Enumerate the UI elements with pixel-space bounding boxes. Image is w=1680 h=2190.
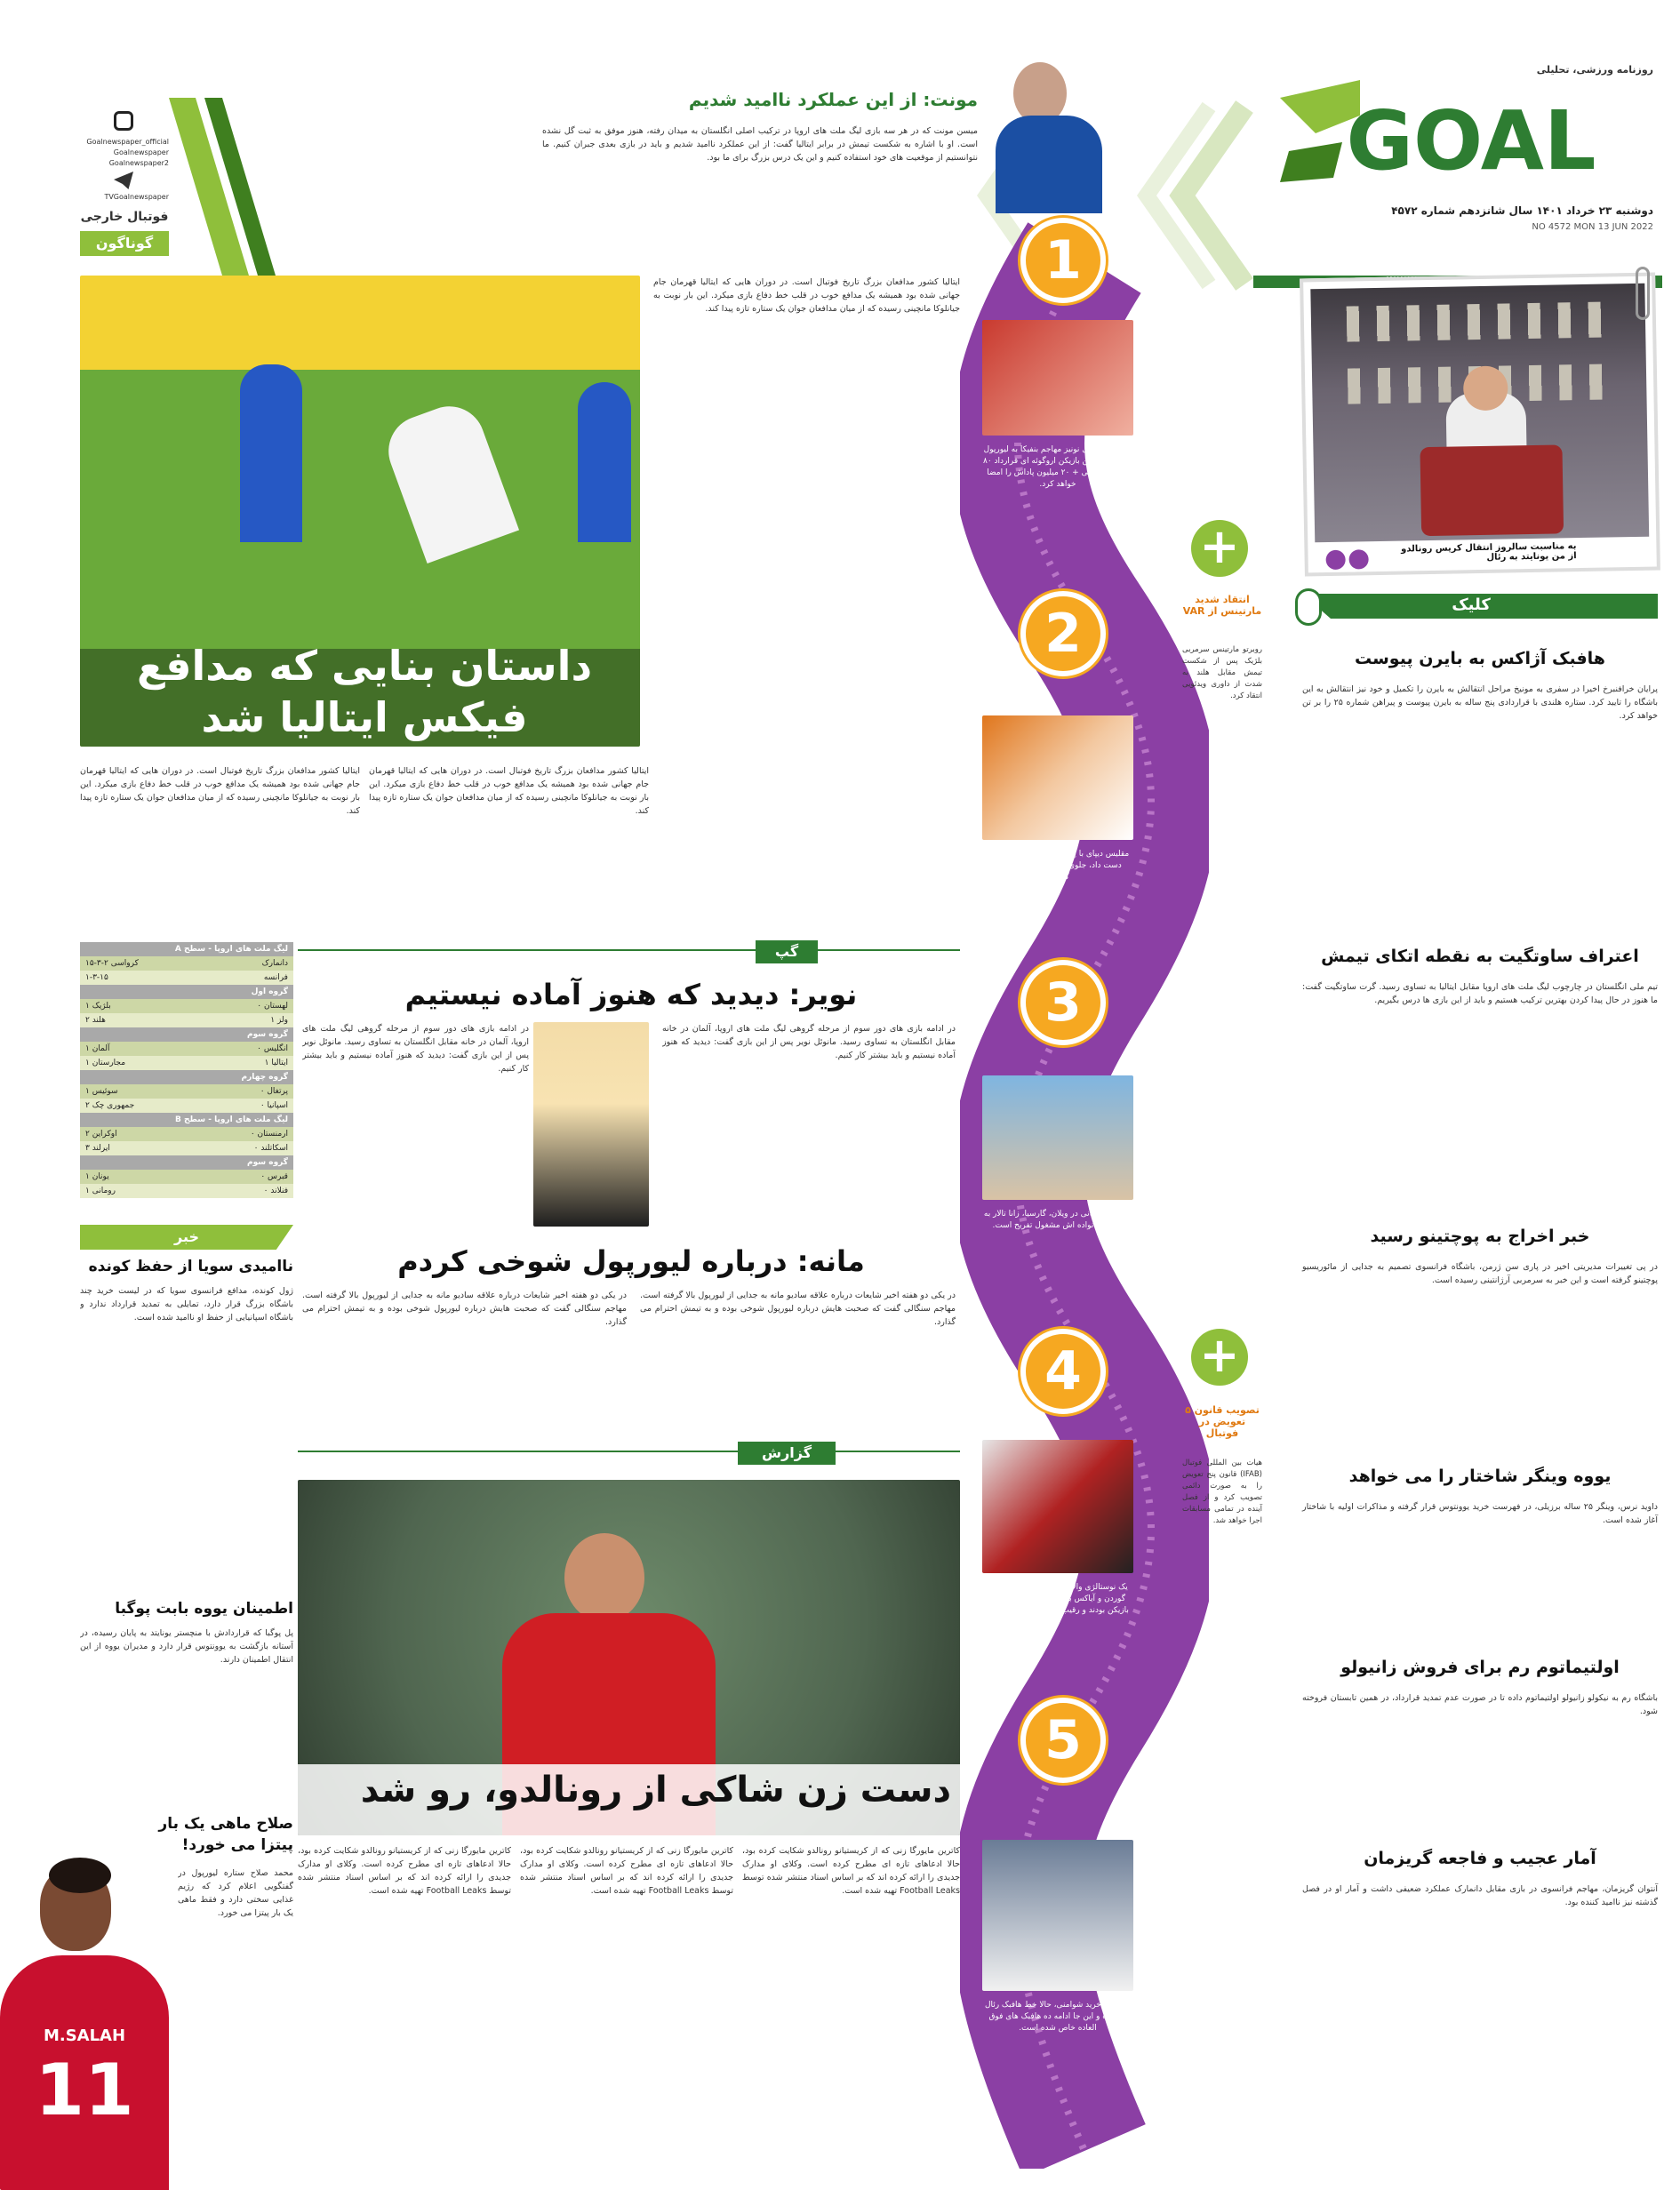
table-row: [80, 1013, 293, 1027]
mane-body: در یکی دو هفته اخیر شایعات درباره علاقه سادیو مانه به جدایی از لیورپول بالا گرفته است. مهاجم سنگالی گفت که صحبت هایش درباره لیورپول شوخی بوده و به تیمش احترام می گذارد.: [640, 1291, 956, 1327]
timeline-caption: سرانجام انتقال نونیز مهاجم بنفیکا به لیورپول نهایی شد و این بازیکن اروگوئه ای قرارداد ۸۰ میلیون یورویی + ۲۰ میلیون پاداش را امضا خواهد کرد.: [983, 445, 1132, 489]
mane-headline: مانه: درباره لیورپول شوخی کردم: [397, 1244, 865, 1278]
kolik-header: [1302, 594, 1658, 620]
table-cell: فنلاند ۰: [263, 1187, 288, 1195]
kolik-item-body: آنتوان گریزمان، مهاجم فرانسوی در بازی مقابل دانمارک عملکرد ضعیفی داشت و آمار او در فصل گذشته نیز ناامید کننده بود.: [1302, 1884, 1658, 1907]
timeline-caption: پس از قهرمانی در ویلان، گارسیا، زانا تالار به همراه خانواده اش مشغول تفریح است.: [983, 1210, 1132, 1230]
table-cell: اوکراین ۲: [85, 1130, 117, 1139]
ronaldo-body-2: کاترین مایورگا زنی که از کریستیانو رونالدو شکایت کرده بود، حالا ادعاهای تازه ای مطرح کرده است. وکلای او مدارک جدیدی را ارائه کرده اند که بر اساس اسناد منتشر شده توسط Football Leaks تهیه شده است.: [520, 1846, 733, 1896]
table-row: [80, 985, 293, 999]
table-row: [80, 1155, 293, 1170]
table-cell: گروه چهارم: [241, 1073, 288, 1082]
table-row: [80, 1127, 293, 1141]
side-note-title: انتقاد شدید مارتینس از VAR: [1182, 594, 1262, 617]
issue-number: NO 4572 MON 13 JUN 2022: [1532, 222, 1653, 232]
section-label-misc-text: گوناگون: [95, 235, 154, 252]
news-item-title: ناامیدی سویا از حفظ کونده: [88, 1258, 293, 1275]
timeline-caption: یک نوستالژی والانی از زمانی که مالدینی و گوردن و آیاکس با اعتنا، حالا رابطه رئیس بازیکن بودند و رقیب یکدیگر در زمین بودند.: [987, 1583, 1129, 1615]
table-cell: ۱-۳-۱۵: [85, 973, 108, 982]
section-label-foreign: فوتبال خارجی: [80, 210, 169, 224]
mouse-icon: [1295, 588, 1322, 626]
kolik-item-title: آمار عجیب و فاجعه گریزمان: [1364, 1849, 1596, 1868]
side-note-body: هیات بین المللی فوتبال (IFAB) قانون پنج تعویض را به صورت دائمی تصویب کرد و از فصل آینده در تمامی مسابقات اجرا خواهد شد.: [1182, 1459, 1262, 1525]
table-cell: ایرلند ۳: [85, 1144, 110, 1153]
social-handle-2: Goalnewspaper: [113, 148, 169, 156]
kolik-item-body: باشگاه رم به نیکولو زانیولو اولتیماتوم داده تا در صورت عدم تمدید قرارداد، در همین تابستان فروخته شود.: [1302, 1693, 1658, 1716]
table-cell: پرتغال ۰: [260, 1087, 288, 1096]
neuer-photo: [533, 1022, 649, 1227]
news-header: [80, 1225, 293, 1250]
masthead-slogan: روزنامه ورزشی، تحلیلی: [1536, 64, 1653, 76]
timeline-photo: [982, 1440, 1133, 1573]
table-cell: دانمارک: [261, 959, 288, 968]
ronaldo-headline: دست زن شاکی از رونالدو، رو شد: [360, 1770, 951, 1810]
paperclip-icon: [1636, 267, 1650, 320]
date-line: دوشنبه ۲۳ خرداد ۱۴۰۱ سال شانزدهم شماره ۴۵۷۲: [1391, 204, 1653, 217]
table-cell: آلمان ۱: [85, 1044, 110, 1053]
cartoon-frame: [1300, 273, 1660, 577]
ronaldo-body: کاترین مایورگا زنی که از کریستیانو رونالدو شکایت کرده بود، حالا ادعاهای تازه ای مطرح کرده است. وکلای او مدارک جدیدی را ارائه کرده اند که بر اساس اسناد منتشر شده توسط Football Leaks تهیه شده است.: [742, 1846, 960, 1896]
goal-logo: [1253, 80, 1662, 196]
table-row: [80, 999, 293, 1013]
news-item-title: صلاح ماهی یک بار پیتزا می خورد!: [158, 1815, 293, 1854]
table-cell: قبرس ۰: [260, 1172, 288, 1181]
table-cell: رومانی ۱: [85, 1187, 116, 1195]
table-row: [80, 942, 293, 956]
table-cell: ارمنستان ۰: [250, 1130, 288, 1139]
news-item-body: ژول کونده، مدافع فرانسوی سویا که در لیست خرید چند باشگاه بزرگ قرار دارد، تمایلی به تمدید قرارداد ندارد و باشگاه اسپانیایی از حفظ او ناامید شده است.: [80, 1286, 293, 1323]
table-cell: گروه سوم: [247, 1030, 288, 1039]
kolik-item-body: داوید نرس، وینگر ۲۵ ساله برزیلی، در فهرست خرید یوونتوس قرار گرفته و مذاکرات اولیه با شاختار آغاز شده است.: [1302, 1502, 1658, 1525]
table-row: [80, 1056, 293, 1070]
news-label: خبر: [173, 1228, 199, 1245]
salah-photo: [0, 1849, 187, 2190]
social-handle-3: Goalnewspaper2: [108, 159, 169, 167]
table-cell: فرانسه: [263, 973, 288, 982]
side-note-body: روبرتو مارتینس سرمربی بلژیک پس از شکست تیمش مقابل هلند به شدت از داوری ویدئویی انتقاد کرد.: [1182, 645, 1262, 700]
mount-player-photo: [987, 53, 1111, 213]
ronaldo-rule: [298, 1451, 960, 1452]
table-row: [80, 971, 293, 985]
mount-body: میسن مونت که در هر سه بازی لیگ ملت های اروپا در ترکیب اصلی انگلستان به میدان رفته، هنوز موفق به ثبت گل نشده است. او با اشاره به شکست تیمش در برابر ایتالیا گفت: از این عملکرد ناامید شدیم و باید در بازی بعدی جبران کنیم. ما نتوانستیم از موقعیت های خود استفاده کنیم و این یک درس بزرگ برای ما بود.: [542, 126, 978, 163]
table-cell: انگلیس ۰: [257, 1044, 288, 1053]
section-label-misc: [80, 231, 169, 256]
ronaldo-body-3: کاترین مایورگا زنی که از کریستیانو رونالدو شکایت کرده بود، حالا ادعاهای تازه ای مطرح کرده است. وکلای او مدارک جدیدی را ارائه کرده اند که بر اساس اسناد منتشر شده توسط Football Leaks تهیه شده است.: [298, 1846, 511, 1896]
table-cell: هلند ۲: [85, 1016, 106, 1025]
kolik-item-body: پرایان خرافنبرخ اخیرا در سفری به مونیخ مراحل انتقالش به بایرن را تکمیل و خود نیز انتقالش به این باشگاه را تایید کرد. ستاره هلندی با قراردادی پنج ساله به بایرن پیوست و پیراهن شماره ۲۵ را بر تن خواهد کرد.: [1302, 684, 1658, 721]
table-row: [80, 1027, 293, 1042]
results-table: [80, 942, 293, 1209]
timeline-number: 4: [1020, 1329, 1106, 1414]
social-handle-4: TVGoalnewspaper: [104, 193, 169, 201]
table-cell: سوئیس ۱: [85, 1087, 118, 1096]
timeline-caption: مقلیس دیپای با پنالتی که در دقایق پایانی از دست داد، جلوی پیروز هلند بر بلژیک را گرفت.: [986, 850, 1130, 882]
kolik-item-title: اعتراف ساوتگیت به نقطه اتکای تیمش: [1321, 947, 1639, 966]
table-row: [80, 1084, 293, 1099]
kolik-item-body: در پی تغییرات مدیریتی اخیر در پاری سن ژرمن، باشگاه فرانسوی تصمیم به جدایی از مائوریسیو پوچتینو گرفته است و این خبر به سرمربی آرژانتینی رسیده است.: [1302, 1262, 1658, 1285]
timeline-photo: [982, 715, 1133, 840]
kolik-list: [1302, 640, 1658, 2178]
masthead: [1253, 53, 1662, 284]
table-cell: مجارستان ۱: [85, 1059, 126, 1067]
social-handle-1: Goalnewspaper_official: [86, 138, 169, 146]
table-row: [80, 1099, 293, 1113]
table-cell: بلژیک ۱: [85, 1002, 111, 1011]
news-item-body: محمد صلاح ستاره لیورپول در گفتگویی اعلام کرد که رژیم غذایی سختی دارد و فقط ماهی یک بار پیتزا می خورد.: [178, 1868, 293, 1918]
kolik-item-title: خبر اخراج به پوچتینو رسید: [1370, 1227, 1590, 1246]
italy-match-photo: [80, 276, 640, 747]
table-row: [80, 1141, 293, 1155]
plus-icon: +: [1191, 520, 1248, 577]
sad-face-icon-2: [1348, 549, 1368, 569]
side-note-title: تصویب قانون ۵ تعویض در فوتبال: [1185, 1404, 1260, 1439]
kolik-item-body: تیم ملی انگلستان در چارچوب لیگ ملت های اروپا مقابل ایتالیا به تساوی رسید. گرت ساوتگیت گفت: ما هنوز در حال پیدا کردن بهترین ترکیب هستیم و باید از این بازی ها درس بگیریم.: [1302, 982, 1658, 1005]
italy-body-col2: ایتالیا کشور مدافعان بزرگ تاریخ فوتبال است. در دوران هایی که ایتالیا قهرمان جام جهانی شده بود همیشه یک مدافع خوب در قلب خط دفاع بازی میکرد. این بار نوبت به جیانلوکا مانچینی رسیده که از میان مدافعان جوان یک ستاره تازه پیدا کند.: [80, 766, 360, 816]
telegram-icon[interactable]: [114, 172, 133, 189]
timeline-photo: [982, 1075, 1133, 1200]
neuer-body: در ادامه بازی های دور سوم از مرحله گروهی لیگ ملت های اروپا، آلمان در خانه مقابل انگلستان به تساوی رسید. مانوئل نویر پس از این بازی گفت: دیدید که هنوز آماده نیستیم و باید بیشتر کار کنیم.: [662, 1024, 956, 1060]
table-cell: گروه سوم: [247, 1158, 288, 1167]
table-row: [80, 956, 293, 971]
italy-body-col1: ایتالیا کشور مدافعان بزرگ تاریخ فوتبال است. در دوران هایی که ایتالیا قهرمان جام جهانی شده بود همیشه یک مدافع خوب در قلب خط دفاع بازی میکرد. این بار نوبت به جیانلوکا مانچینی رسیده که از میان مدافعان جوان یک ستاره تازه پیدا کند.: [653, 277, 960, 314]
italy-headline: داستان بنایی که مدافع فیکس ایتالیا شد: [136, 642, 593, 741]
neuer-tag: گپ: [756, 940, 818, 963]
timeline-caption: با تکمیل خرید شوامنی، حالا خط هافبک رئال پر شده و این جا ادامه ده هافبک های فوق العاده خاص شده است.: [984, 2001, 1132, 2033]
table-cell: اسکاتلند ۰: [253, 1144, 288, 1153]
table-cell: اسپانیا ۰: [260, 1101, 288, 1110]
kolik-item-title: هافبک آژاکس به بایرن پیوست: [1355, 649, 1605, 668]
timeline-number: 5: [1020, 1698, 1106, 1783]
timeline-number: 3: [1020, 960, 1106, 1045]
sad-face-icon: [1325, 550, 1345, 570]
goal-logo-text: GOAL: [1346, 93, 1596, 188]
table-cell: لیگ ملت های اروپا - سطح A: [174, 945, 288, 954]
mane-body-2: در یکی دو هفته اخیر شایعات درباره علاقه سادیو مانه به جدایی از لیورپول بالا گرفته است. مهاجم سنگالی گفت که صحبت هایش درباره لیورپول شوخی بوده و به تیمش احترام می گذارد.: [302, 1291, 627, 1327]
timeline-photo: [982, 320, 1133, 436]
table-cell: ولز ۱: [270, 1016, 288, 1025]
timeline-number: 1: [1020, 218, 1106, 303]
table-row: [80, 1184, 293, 1198]
table-row: [80, 1070, 293, 1084]
ronaldo-photo: [298, 1480, 960, 1835]
instagram-icon[interactable]: [114, 111, 133, 131]
green-stripes-decoration: [169, 98, 276, 276]
news-item-title: اطمینان یووه بابت پوگبا: [115, 1600, 293, 1618]
table-row: [80, 1042, 293, 1056]
mount-headline: مونت: از این عملکرد ناامید شدیم: [688, 89, 978, 110]
table-cell: لهستان ۰: [257, 1002, 288, 1011]
plus-icon: +: [1191, 1329, 1248, 1386]
table-cell: گروه اول: [251, 987, 288, 996]
neuer-body-2: در ادامه بازی های دور سوم از مرحله گروهی لیگ ملت های اروپا، آلمان در خانه مقابل انگلستان به تساوی رسید. مانوئل نویر پس از این بازی گفت: دیدید که هنوز آماده نیستیم و باید بیشتر کار کنیم.: [302, 1024, 529, 1074]
neuer-headline: نویر: دیدید که هنوز آماده نیستیم: [404, 978, 858, 1011]
kolik-label: کلیک: [1452, 595, 1491, 614]
neuer-rule: [298, 949, 960, 951]
cartoon-caption: به مناسبت سالروز انتقال کریس رونالدو از من یونایتد به رئال: [1401, 541, 1577, 563]
cartoon-image: [1310, 284, 1649, 543]
italy-body-col3: ایتالیا کشور مدافعان بزرگ تاریخ فوتبال است. در دوران هایی که ایتالیا قهرمان جام جهانی شده بود همیشه یک مدافع خوب در قلب خط دفاع بازی میکرد. این بار نوبت به جیانلوکا مانچینی رسیده که از میان مدافعان جوان یک ستاره تازه پیدا کند.: [369, 766, 649, 816]
salah-shirt-number: 11: [35, 2049, 134, 2131]
table-cell: لیگ ملت های اروپا - سطح B: [174, 1115, 288, 1124]
table-cell: ایتالیا ۱: [264, 1059, 288, 1067]
timeline-photo: [982, 1840, 1133, 1991]
timeline-number: 2: [1020, 591, 1106, 676]
kolik-item-title: یووه وینگر شاختار را می خواهد: [1348, 1467, 1612, 1486]
table-cell: کرواسی ۲-۳-۱۵: [85, 959, 139, 968]
table-cell: یونان ۱: [85, 1172, 109, 1181]
table-row: [80, 1170, 293, 1184]
salah-shirt-name: M.SALAH: [43, 2026, 126, 2045]
table-cell: جمهوری چک ۲: [85, 1101, 135, 1110]
table-row: [80, 1113, 293, 1127]
kolik-item-title: اولتیماتوم رم برای فروش زانیولو: [1340, 1658, 1620, 1677]
news-item-body: پل پوگبا که قراردادش با منچستر یونایتد به پایان رسیده، در آستانه بازگشت به یوونتوس قرار دارد و مدیران یووه از این انتقال اطمینان دارند.: [80, 1628, 293, 1665]
ronaldo-tag: گزارش: [738, 1442, 836, 1465]
